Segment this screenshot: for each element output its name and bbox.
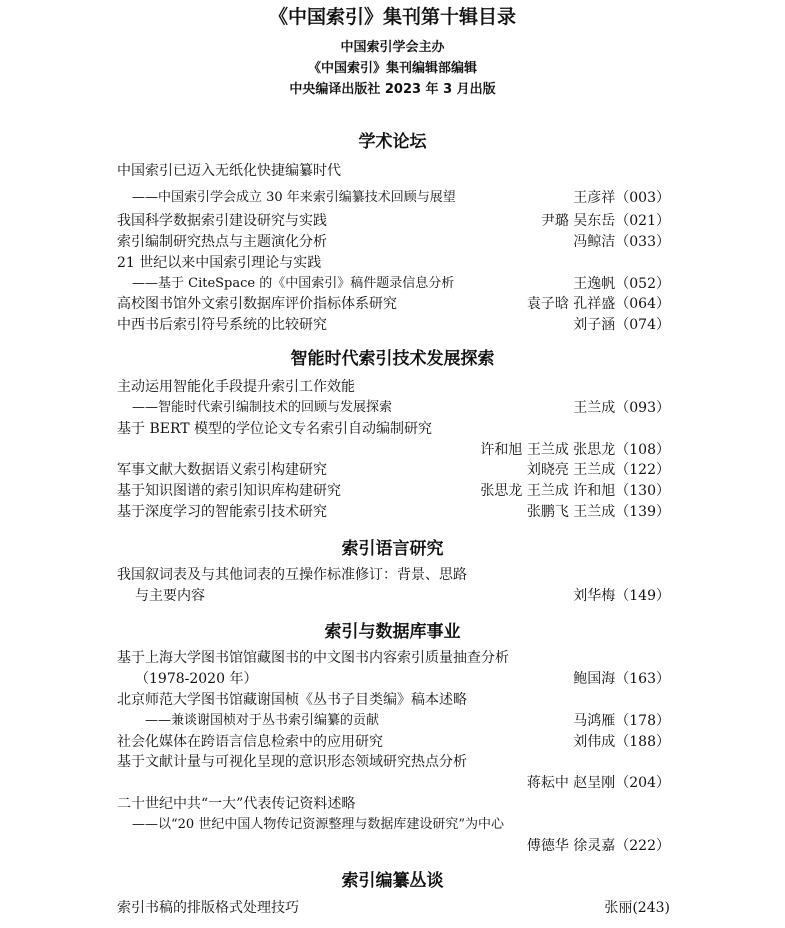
entry-author: 刘晓亮 王兰成（122） bbox=[526, 462, 670, 478]
entry-subtitle: ——基于 CiteSpace 的《中国索引》稿件题录信息分析 bbox=[132, 276, 455, 291]
publisher-line: 中央编译出版社 2023 年 3 月出版 bbox=[289, 82, 496, 97]
entry-title: 索引书稿的排版格式处理技巧 bbox=[117, 900, 299, 916]
entry-subtitle: ——兼谈谢国桢对于丛书索引编纂的贡献 bbox=[145, 713, 380, 728]
entry-title: 中国索引已迈入无纸化快捷编纂时代 bbox=[117, 163, 341, 179]
entry-subtitle: ——中国索引学会成立 30 年来索引编纂技术回顾与展望 bbox=[132, 190, 456, 205]
entry-title: 21 世纪以来中国索引理论与实践 bbox=[117, 255, 322, 271]
entry-title: 中西书后索引符号系统的比较研究 bbox=[117, 317, 327, 333]
entry-author: 马鸿雁（178） bbox=[573, 713, 670, 729]
section-heading: 索引与数据库事业 bbox=[324, 622, 461, 642]
sponsor-line: 中国索引学会主办 bbox=[340, 40, 445, 55]
entry-title: 索引编制研究热点与主题演化分析 bbox=[117, 234, 327, 250]
entry-title: 基于 BERT 模型的学位论文专名索引自动编制研究 bbox=[117, 421, 433, 437]
entry-title-continued: （1978-2020 年） bbox=[135, 671, 258, 687]
entry-title-continued: 与主要内容 bbox=[135, 588, 205, 604]
entry-author: 许和旭 王兰成 张思龙（108） bbox=[480, 442, 670, 458]
section-heading: 学术论坛 bbox=[358, 132, 427, 152]
entry-author: 刘子涵（074） bbox=[573, 317, 670, 333]
entry-author: 蒋耘中 赵呈刚（204） bbox=[526, 775, 670, 791]
entry-title: 社会化媒体在跨语言信息检索中的应用研究 bbox=[117, 734, 383, 750]
section-heading: 智能时代索引技术发展探索 bbox=[290, 349, 495, 369]
entry-author: 张思龙 王兰成 许和旭（130） bbox=[480, 483, 670, 499]
entry-title: 基于文献计量与可视化呈现的意识形态领域研究热点分析 bbox=[117, 754, 467, 770]
entry-title: 基于知识图谱的索引知识库构建研究 bbox=[117, 483, 341, 499]
entry-title: 军事文献大数据语义索引构建研究 bbox=[117, 462, 327, 478]
entry-title: 我国科学数据索引建设研究与实践 bbox=[117, 213, 327, 229]
entry-title: 二十世纪中共“一大”代表传记资料述略 bbox=[117, 796, 356, 812]
entry-title: 基于深度学习的智能索引技术研究 bbox=[117, 504, 327, 520]
entry-author: 王逸帆（052） bbox=[573, 276, 670, 292]
entry-author: 冯鲸洁（033） bbox=[573, 234, 670, 250]
entry-title: 主动运用智能化手段提升索引工作效能 bbox=[117, 379, 355, 395]
entry-author: 张鹏飞 王兰成（139） bbox=[526, 504, 670, 520]
entry-author: 傅德华 徐灵嘉（222） bbox=[526, 838, 670, 854]
entry-title: 高校图书馆外文索引数据库评价指标体系研究 bbox=[117, 296, 397, 312]
entry-author: 刘伟成（188） bbox=[573, 734, 670, 750]
entry-author: 王彦祥（003） bbox=[573, 190, 670, 206]
entry-author: 鲍国海（163） bbox=[573, 671, 670, 687]
entry-author: 尹璐 吴东岳（021） bbox=[540, 213, 670, 229]
entry-subtitle: ——以“20 世纪中国人物传记资源整理与数据库建设研究”为中心 bbox=[132, 817, 504, 832]
entry-author: 王兰成（093） bbox=[573, 400, 670, 416]
entry-subtitle: ——智能时代索引编制技术的回顾与发展探索 bbox=[132, 400, 393, 415]
section-heading: 索引语言研究 bbox=[341, 539, 444, 559]
entry-author: 张丽(243) bbox=[604, 900, 670, 916]
entry-title: 我国叙词表及与其他词表的互操作标准修订：背景、思路 bbox=[117, 567, 467, 583]
entry-title: 基于上海大学图书馆馆藏图书的中文图书内容索引质量抽查分析 bbox=[117, 650, 509, 666]
entry-author: 袁子晗 孔祥盛（064） bbox=[526, 296, 670, 312]
entry-author: 刘华梅（149） bbox=[573, 588, 670, 604]
section-heading: 索引编纂丛谈 bbox=[341, 871, 444, 891]
entry-title: 北京师范大学图书馆藏谢国桢《丛书子目类编》稿本述略 bbox=[117, 692, 467, 708]
page-title: 《中国索引》集刊第十辑目录 bbox=[268, 6, 516, 28]
editor-line: 《中国索引》集刊编辑部编辑 bbox=[307, 61, 477, 76]
